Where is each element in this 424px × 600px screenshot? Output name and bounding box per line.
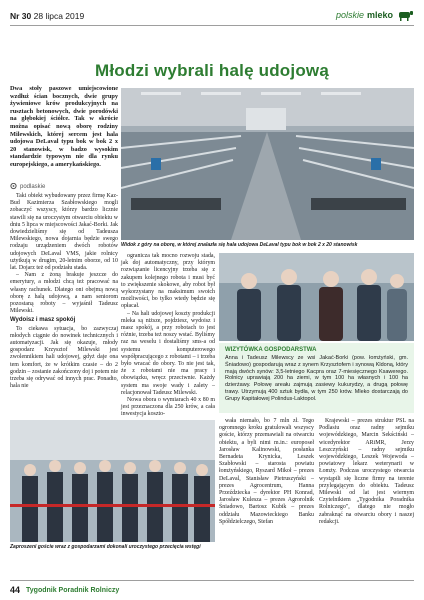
column-2b (219, 418, 314, 526)
section-logo (336, 9, 414, 21)
subheading: Wydoisz i masz spokój (10, 317, 76, 324)
paragraph: Taki obiekt wybudowany przez firmę Kaz-Bud Kazimierza Szabłowskiego mogli zobaczyć wszyscy, którzy bardzo licznie stawili się na uroczystym otwarciu obiektu w dniu 5 lipca w miejscowości Jakać-Borki. Jak dowiedzieliśmy się od Tadeusza Milewskiego, nowa dojarnia będzie swego rodzaju urządzeniem dwóch robotów udojowych DeLaval VMS, jakie rolnicy użytkują w drugim, 20-letnim oborze, od 10 lat. Dojarz też od podziału stada. (10, 193, 118, 272)
paragraph: To ciekawa sytuacja, bo zazwyczaj młodych ciągnie do nowinek technicznych i automatyzacji. Jak się okazuje, młody gospodarz Krzysztof Milewski jest zwolennikiem hali udojowej, gdyż daje ona tem komfort, że w krótkim czasie – do 2 godzin – zostanie zakończony doj i potem nie trzeba się odrywać od innych prac. Ponadto, hala nie (10, 325, 118, 390)
paragraph: Nowa obora o wymiarach 40 x 80 m jest przeznaczona dla 250 krów, a cała inwestycja koszto- (121, 397, 215, 418)
photo-ribbon-cutting (10, 420, 215, 542)
parlour-image (121, 88, 414, 240)
paragraph: – Na hali udojowej koszty produkcji mleka są niższe, pojdziesz, wydoisz i masz spokój, a przy robotach to jest różnie, trzeba też noszy wstać. Byliśmy raz na weselu i dostaliśmy sms-a od systemu komputerowego współpracującego z robotami – i trzeba było wracać do obory. To nie jest tak, że z robotami nie ma pracy i obowiązku, wręcz przeciwnie. Każdy system ma swoje wady i zalety – relacjonował Tadeusz Milewski. (121, 310, 215, 396)
issue-line (10, 11, 84, 21)
issue-number: Nr 30 (10, 11, 32, 21)
photo-milking-parlour (121, 88, 414, 240)
section-label-bold: mleko (366, 10, 393, 20)
cow-icon (396, 9, 414, 21)
photo-family (219, 253, 414, 341)
column-3b (319, 418, 414, 526)
page-number: 44 (10, 585, 21, 595)
column-1 (10, 193, 118, 390)
farm-profile-body: Anna i Tadeusz Milewscy ze wsi Jakać-Borki (pow. łomżyński, gm. Śniadowo) gospodarują wraz z synem Krzysztofem i synową Kldoną, który mają dwóch synów: 3,5-letniego Kacpra oraz 7-miesięcznego Ksawerego. Rolnicy uprawiają 200 ha ziemi, w tym 100 ha własnych i 100 ha dzierżawy. Połowę areału zajmują zasiewy kukurydzy, a drugą połowę trawy. Utrzymują 400 sztuk bydła, w tym 250 krów. Mleko dostarczają do Grupy Kapitałowej Polindus-Laktopol. (225, 355, 408, 402)
photo-caption-bottom: Zaproszeni goście wraz z gospodarzami dokonali uroczystego przecięcia wstęgi (10, 544, 201, 550)
article-title: Młodzi wybrali halę udojową (95, 61, 329, 80)
issue-date: 28 lipca 2019 (33, 11, 85, 21)
column-2 (121, 253, 215, 419)
paragraph: Krajewski – prezes struktur PSL na Podlasiu oraz radny sejmiku wojewódzkiego, Marcin Sekściński – wicedyrektor ARiMR, Jerzy Leszczyński – radny sejmiku wojewódzkiego, Leszek Wojewoda – powiatowy lekarz weterynarii w Łomży. Podczas uroczystego otwarcia wystąpili się liczne firmy na terenie przylegającym do obiektu. Tadeusz Milewski od lat jest wiernym Czytelnikiem „Tygodnika Poradnika Rolniczego", dlatego nie mogło zabraknąć na otwarciu obory i naszej redakcji. (319, 418, 414, 525)
footer-rule (10, 580, 414, 581)
header-rule (10, 25, 414, 26)
region-tag-label: podlaskie (20, 184, 46, 190)
farm-profile-box (219, 343, 414, 413)
publication-brand: Tygodnik Poradnik Rolniczy (26, 586, 120, 594)
farm-profile-title: WIZYTÓWKA GOSPODARSTWA (225, 347, 317, 353)
footer (10, 585, 119, 595)
article-lead: Dwa stoły paszowe umiejscowione wzdłuż ścian bocznych, dwie grupy żywieniowe krów produkcyjnych na rusztach betonowych, dwie porodówki na głębokiej ściółce. Tak w skrócie można opisać nową oborę rodziny Milewskich, której sercem jest hala udojowa DeLaval typu bok w bok 2 x 20 stanowisk, w badzo wysokim standardzie typowym nie dla rynku europejskiego, a amerykańskiego. (10, 85, 118, 168)
section-label: polskie (335, 10, 364, 20)
paragraph: – Nam z żoną brakuje jeszcze do emerytury, a młodzi chcą też pracować na własny rachunek. Dlatego oni obejmą nową oborę z halą udojową, a nam seniorom pozostaną roboty – wyjaśnił Tadeusz Milewski. (10, 272, 118, 315)
paragraph: wała niemało, bo 7 mln zł. Tego ogromnego kroku gratulowali wszyscy goście, którzy przemawiali na otwarciu obiektu, a byli nimi m.in.: europoseł Jarosław Kalinowski, posłanka Bernadeta Krynicka, Leszek Szabłowski – starosta powiatu łomżyńskiego, Ryszard Mikoł – prezes DeLaval, Stanisław Pietruszyński – prezes Agrocentrum, Hanna Przeździecka – dyrektor PH Konrad, Jarosław Kulesza – prezes Agrorolnik Śniadowo, Bartosz Kubik – prezes oddziału Mazowieckiego Banku Spółdzielczego, Stefan (219, 418, 314, 525)
location-pin-icon (10, 183, 17, 191)
paragraph: ogranicza tak mocno rozwoju stada, jak doj automatyczny, przy którym rozwiązanie licencyjny trzeba się z zakupem kolejnego robota i musi być to zwiększenie skokowe, aby robot był wykorzystany na maksimum swoich możliwości, bo tylko wtedy będzie się opłacał. (121, 253, 215, 310)
ribbon-cutting-image (10, 420, 215, 542)
photo-caption-top: Widok z góry na oborę, w której znalazła się hala udojowa DeLaval typu bok w bok 2 x 20 stanowisk (121, 242, 358, 248)
family-image (219, 253, 414, 341)
region-tag (10, 183, 45, 191)
